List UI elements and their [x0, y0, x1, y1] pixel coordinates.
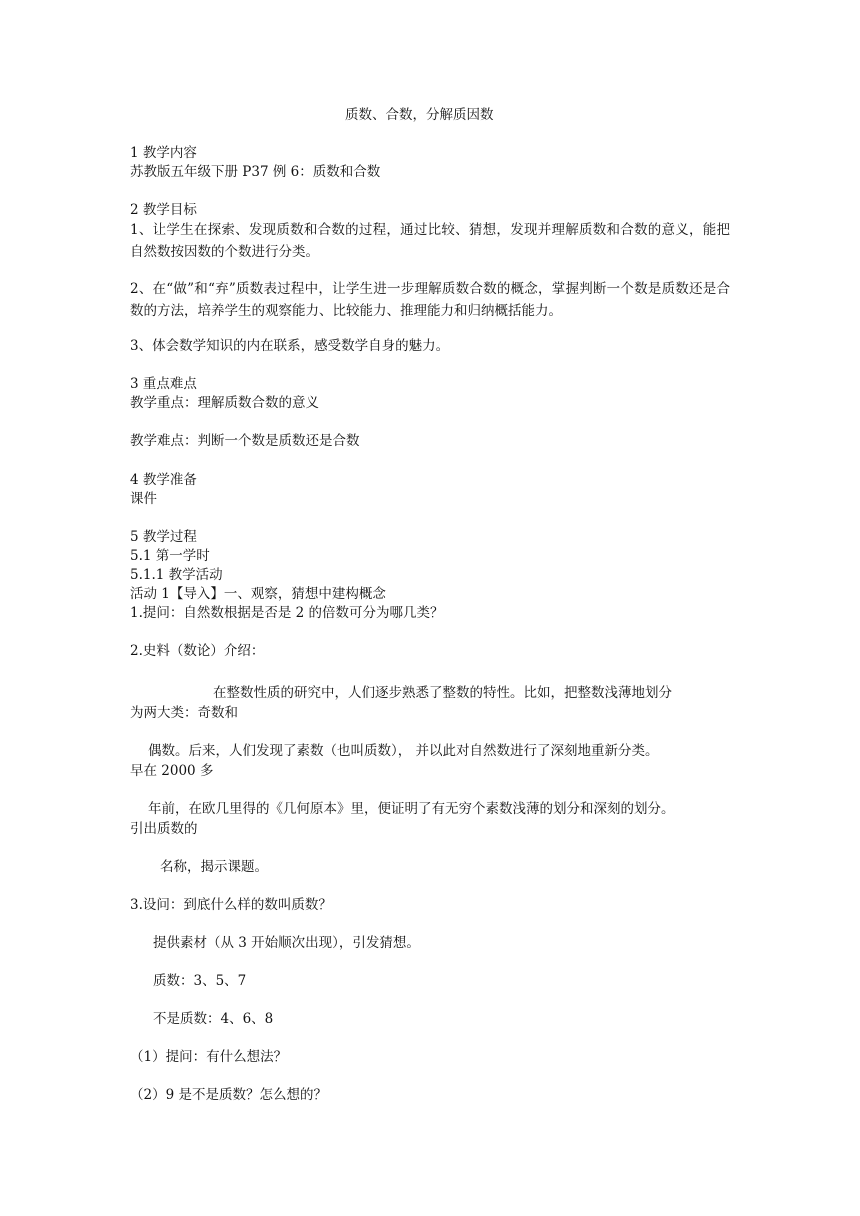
- activity-1-title: 活动 1【导入】一、观察，猜想中建构概念: [130, 586, 386, 602]
- question-2: 2.史料（数论）介绍：: [130, 643, 265, 659]
- goal-3-paragraph: 3、体会数学知识的内在联系，感受数学自身的魅力。: [130, 338, 450, 354]
- history-line-2a: 偶数。后来，人们发现了素数（也叫质数）， 并以此对自然数进行了深刻地重新分类。: [148, 743, 659, 759]
- question-3: 3.设问：到底什么样的数叫质数？: [130, 897, 332, 913]
- section-1-text: 苏教版五年级下册 P37 例 6：质数和合数: [130, 164, 381, 180]
- difficult-point-text: 教学难点：判断一个数是质数还是合数: [130, 433, 360, 449]
- key-point-text: 教学重点：理解质数合数的意义: [130, 395, 319, 411]
- history-line-1b: 为两大类：奇数和: [130, 705, 238, 721]
- section-2-heading: 2 教学目标: [130, 202, 197, 218]
- history-line-4: 名称，揭示课题。: [160, 859, 268, 875]
- section-4-heading: 4 教学准备: [130, 472, 197, 488]
- non-prime-examples: 不是质数：4、6、8: [153, 1011, 274, 1027]
- goal-1-paragraph: 1、让学生在探索、发现质数和合数的过程，通过比较、猜想，发现并理解质数和合数的意义，能把自然数按因数的个数进行分类。: [130, 222, 730, 260]
- sub-question-1: （1）提问：有什么想法？: [130, 1049, 288, 1065]
- question-1: 1.提问：自然数根据是否是 2 的倍数可分为哪几类？: [130, 605, 444, 621]
- goal-2-paragraph: 2、在“做”和“弃”质数表过程中，让学生进一步理解质数合数的概念，掌握判断一个数是质数还是合数的方法，培养学生的观察能力、比较能力、推理能力和归纳概括能力。: [130, 281, 730, 319]
- sub-question-2: （2）9 是不是质数？怎么想的？: [130, 1087, 327, 1103]
- subsection-5-1: 5.1 第一学时: [130, 548, 210, 564]
- section-3-heading: 3 重点难点: [130, 376, 197, 392]
- prime-examples: 质数：3、5、7: [153, 973, 247, 989]
- material-text: 提供素材（从 3 开始顺次出现），引发猜想。: [153, 935, 420, 951]
- history-line-1a: 在整数性质的研究中，人们逐步熟悉了整数的特性。比如，把整数浅薄地划分: [213, 685, 672, 701]
- section-4-text: 课件: [130, 491, 157, 507]
- section-1-heading: 1 教学内容: [130, 145, 197, 161]
- history-line-3a: 年前，在欧几里得的《几何原本》里，便证明了有无穷个素数浅薄的划分和深刻的划分。: [148, 801, 675, 817]
- section-5-heading: 5 教学过程: [130, 529, 197, 545]
- history-line-2b: 早在 2000 多: [130, 763, 214, 779]
- history-line-3b: 引出质数的: [130, 821, 198, 837]
- subsection-5-1-1: 5.1.1 教学活动: [130, 567, 223, 583]
- document-title: 质数、合数，分解质因数: [345, 107, 494, 123]
